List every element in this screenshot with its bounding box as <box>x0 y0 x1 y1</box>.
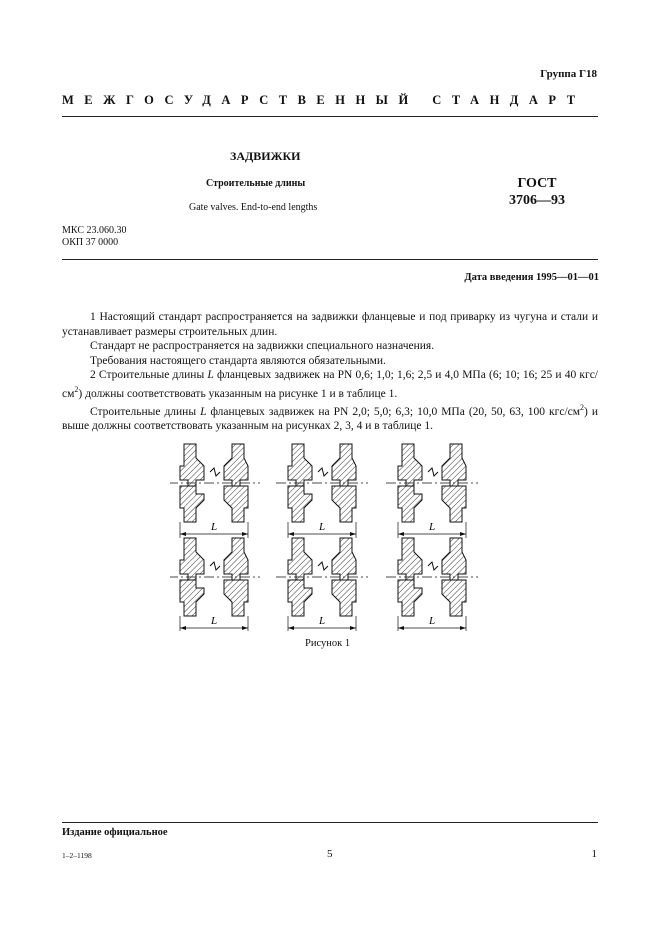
dim-label-1: L <box>210 521 218 533</box>
gost-number <box>506 175 568 209</box>
edition-note: Издание официальное <box>62 827 168 838</box>
standard-banner: МЕЖГОСУДАРСТВЕННЫЙ СТАНДАРТ <box>62 93 586 107</box>
figure-1-drawing <box>170 436 480 631</box>
dim-label-6: L <box>428 615 436 627</box>
doc-title: ЗАДВИЖКИ <box>230 149 301 163</box>
paragraph-5: Строительные длины L фланцевых задвижек на PN 2,0; 5,0; 6,3; 10,0 МПа (20, 50, 63, 100 кгс/$см^2$) и выше должны соответствовать указанным на рисунках 2, 3, 4 и в таблице 1. <box>62 402 599 433</box>
gost-label: ГОСТ <box>517 176 557 191</box>
print-code: 1–2–1198 <box>62 851 92 860</box>
paragraph-1: 1 Настоящий стандарт распространяется на задвижки фланцевые и под приварку из чугуна и стали и устанавливает размеры строительных длин. <box>62 311 598 338</box>
page-number: 5 <box>327 848 333 860</box>
body-text <box>62 310 598 434</box>
dim-label-4: L <box>210 615 218 627</box>
doc-english-title: Gate valves. End-to-end lengths <box>189 202 318 213</box>
title-rule <box>62 259 598 260</box>
dim-label-3: L <box>428 521 436 533</box>
introduction-date: Дата введения 1995—01—01 <box>464 272 599 283</box>
paragraph-4: 2 Строительные длины L фланцевых задвижек на PN 0,6; 1,0; 1,6; 2,5 и 4,0 МПа (6; 10; 16; 25 и 40 кгс/$см^2$) должны соответствовать указанным на рисунке 1 и в таблице 1. <box>62 369 599 400</box>
dim-label-2: L <box>318 521 326 533</box>
header-rule <box>62 116 598 117</box>
group-code: Группа Г18 <box>540 68 597 80</box>
sheet-number: 1 <box>591 848 597 860</box>
dim-label-5: L <box>318 615 326 627</box>
paragraph-3: Требования настоящего стандарта являются обязательными. <box>90 354 386 367</box>
footer-rule <box>62 822 598 823</box>
figure-caption: Рисунок 1 <box>305 638 351 649</box>
okp-code: ОКП 37 0000 <box>62 237 119 248</box>
paragraph-2: Стандарт не распространяется на задвижки специального назначения. <box>90 340 435 352</box>
classification-codes <box>62 225 126 249</box>
doc-subtitle: Строительные длины <box>206 178 306 189</box>
mks-code: МКС 23.060.30 <box>62 225 127 236</box>
gost-code: 3706—93 <box>509 193 565 208</box>
